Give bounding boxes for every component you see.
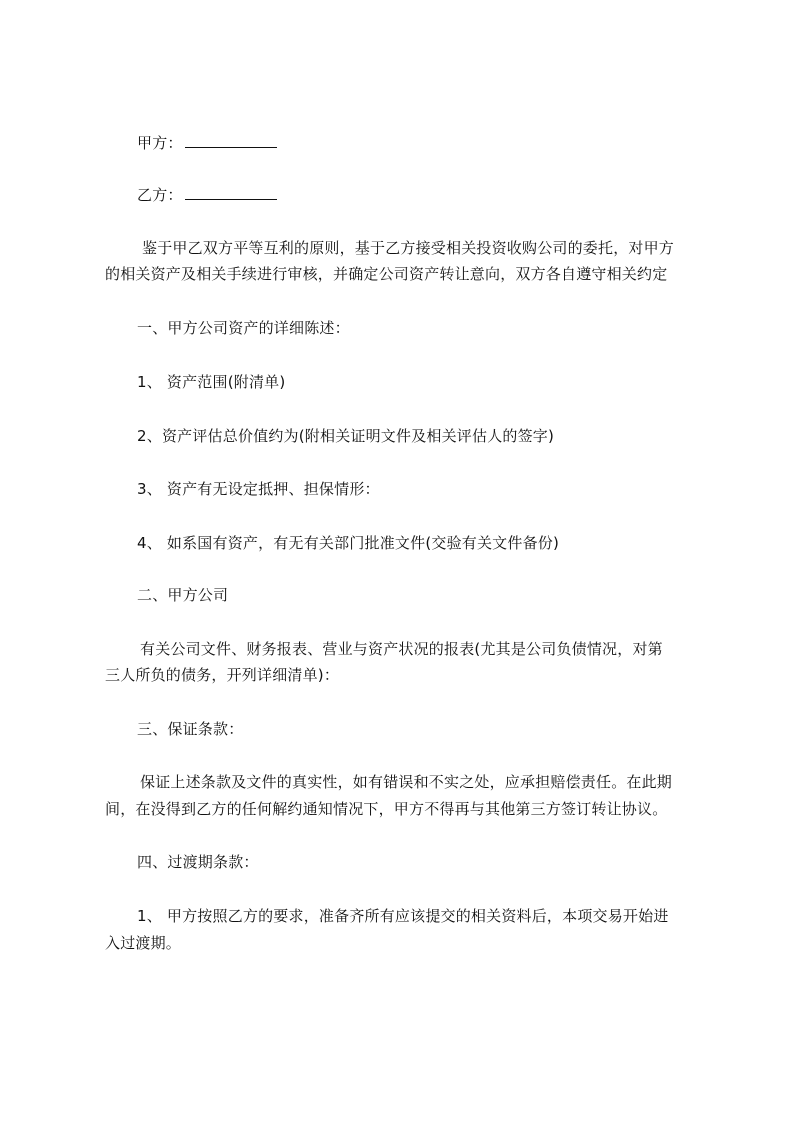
intro-paragraph-line-2: 的相关资产及相关手续进行审核，并确定公司资产转让意向，双方各自遵守相关约定: [105, 265, 668, 283]
section-2-paragraph-line-2: 三人所负的债务，开列详细清单)：: [105, 666, 340, 684]
section-1-item-3: 3、 资产有无设定抵押、担保情形：: [137, 480, 380, 498]
party-b-field: [137, 185, 793, 205]
party-b-label: 乙方：: [137, 186, 183, 204]
section-4-paragraph-line-2: 入过渡期。: [105, 934, 182, 952]
section-2-paragraph-line-1: 有关公司文件、财务报表、营业与资产状况的报表(尤其是公司负债情况，对第: [140, 640, 663, 658]
party-b-blank: [185, 186, 277, 200]
section-3-paragraph-line-2: 间，在没得到乙方的任何解约通知情况下，甲方不得再与其他第三方签订转让协议。: [105, 800, 668, 818]
section-3-heading: 三、保证条款：: [137, 720, 244, 738]
party-a-blank: [185, 134, 277, 148]
section-1-item-4: 4、 如系国有资产，有无有关部门批准文件(交验有关文件备份): [137, 534, 560, 552]
intro-paragraph-line-1: 鉴于甲乙双方平等互利的原则，基于乙方接受相关投资收购公司的委托，对甲方: [142, 239, 675, 257]
section-1-heading: 一、甲方公司资产的详细陈述：: [137, 319, 350, 337]
section-2-heading: 二、甲方公司: [137, 586, 229, 604]
section-3-paragraph-line-1: 保证上述条款及文件的真实性，如有错误和不实之处，应承担赔偿责任。在此期: [140, 773, 673, 791]
section-4-paragraph-line-1: 1、 甲方按照乙方的要求，准备齐所有应该提交的相关资料后，本项交易开始进: [137, 907, 669, 925]
party-a-label: 甲方：: [137, 134, 183, 152]
section-4-heading: 四、过渡期条款：: [137, 853, 259, 871]
section-1-item-2: 2、资产评估总价值约为(附相关证明文件及相关评估人的签字): [137, 427, 555, 445]
party-a-field: [137, 133, 793, 153]
section-1-item-1: 1、 资产范围(附清单): [137, 373, 286, 391]
